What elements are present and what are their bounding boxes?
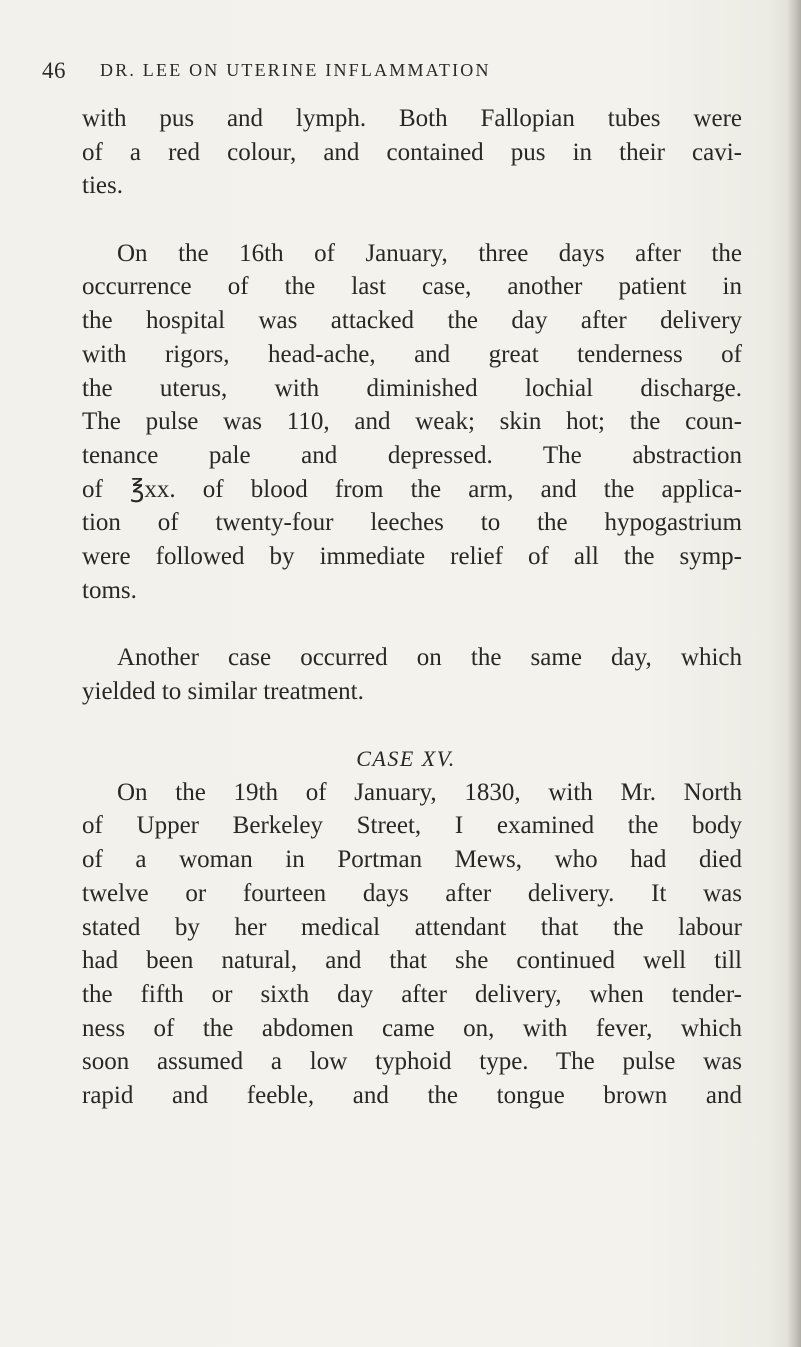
running-head (42, 58, 742, 88)
body-text (82, 102, 742, 1113)
text-line: had been natural, and that she continued well till (82, 947, 742, 975)
text-line: of a red colour, and contained pus in their cavi- (82, 138, 742, 166)
case-heading: CASE XV. (356, 746, 456, 772)
text-line: with pus and lymph. Both Fallopian tubes were (82, 105, 742, 132)
text-line: Another case occurred on the same day, which (117, 644, 742, 671)
page-edge-shadow (787, 0, 801, 1347)
page-number: 46 (42, 58, 66, 83)
text-line: of Upper Berkeley Street, I examined the body (82, 812, 742, 840)
text-line: On the 16th of January, three days after the (117, 239, 742, 267)
text-line: ness of the abdomen came on, with fever, which (82, 1014, 742, 1042)
text-line: ties. (82, 172, 123, 200)
text-line: toms. (82, 576, 137, 604)
text-line: stated by her medical attendant that the labour (82, 913, 742, 941)
text-line: tenance pale and depressed. The abstraction (82, 441, 742, 469)
text-line: with rigors, head-ache, and great tenderness of (82, 340, 742, 368)
paragraph-gap (82, 607, 742, 641)
paragraph-gap (82, 203, 742, 237)
text-line: The pulse was 110, and weak; skin hot; the coun- (82, 408, 742, 436)
text-line: were followed by immediate relief of all the symp- (82, 542, 742, 570)
text-line: of ℥xx. of blood from the arm, and the applica- (82, 475, 742, 503)
text-line: the hospital was attacked the day after delivery (82, 307, 742, 335)
text-line: occurrence of the last case, another patient in (82, 273, 742, 301)
text-line: On the 19th of January, 1830, with Mr. North (117, 778, 742, 806)
text-line: twelve or fourteen days after delivery. It was (82, 879, 742, 907)
text-line: rapid and feeble, and the tongue brown and (82, 1081, 742, 1109)
running-head-title: DR. LEE ON UTERINE INFLAMMATION (100, 60, 491, 80)
text-line: the uterus, with diminished lochial discharge. (82, 374, 742, 402)
paragraph-gap (82, 708, 742, 742)
text-line: of a woman in Portman Mews, who had died (82, 846, 742, 874)
text-line: yielded to similar treatment. (82, 677, 364, 705)
text-line: the fifth or sixth day after delivery, when tender- (82, 980, 742, 1008)
text-line: tion of twenty-four leeches to the hypogastrium (82, 509, 742, 537)
text-line: soon assumed a low typhoid type. The pulse was (82, 1048, 742, 1076)
